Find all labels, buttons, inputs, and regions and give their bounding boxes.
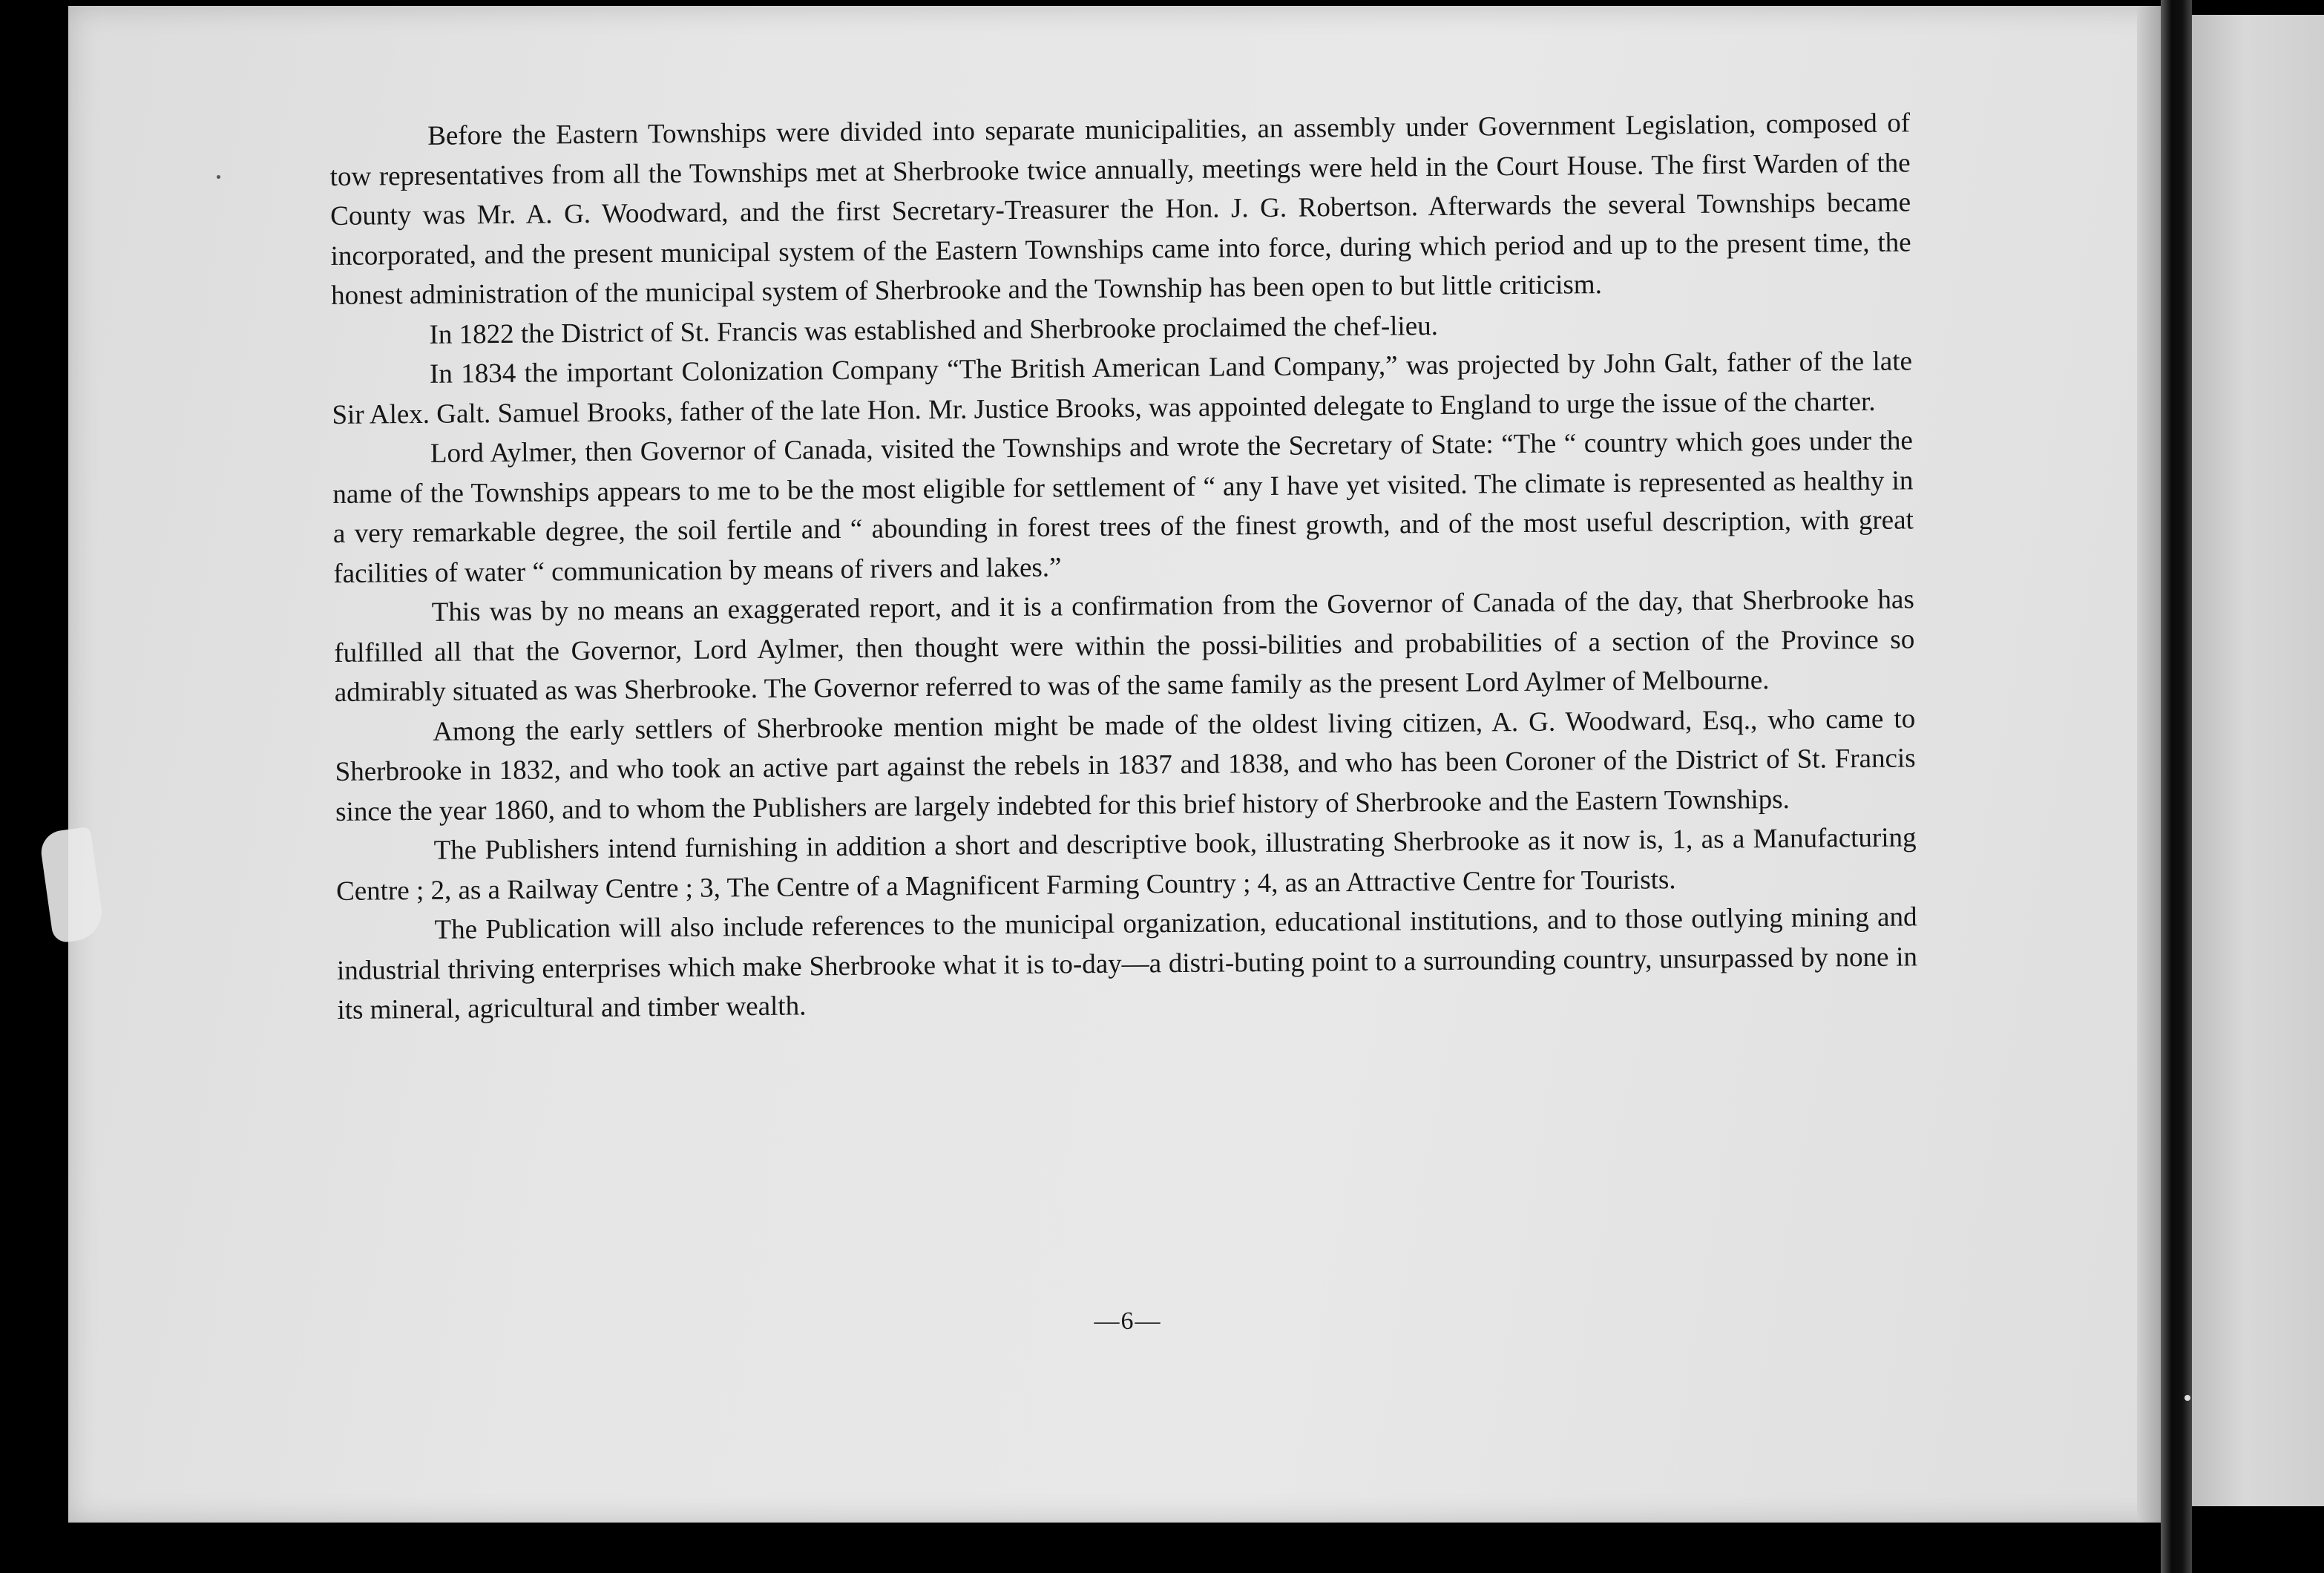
- paragraph-lord-aylmer-quote: Lord Aylmer, then Governor of Canada, visited the Townships and wrote the Secretary of State: “The “ country which goes under the name of the Townships appears to me to be the most eligible for settlement of “ any I have yet visited. The climate is represented as healthy in a very remarkable degree, the soil fertile and “ abounding in forest trees of the finest growth, and of the most useful description, with great facilities of water “ communication by means of rivers and lakes.”: [332, 425, 1914, 589]
- body-text: [329, 103, 1918, 1030]
- paragraph-municipal-history: Before the Eastern Townships were divided into separate municipalities, an assembly under Government Legislation, composed of tow representatives from all the Townships met at Sherbrooke twice annually, meetings were held in the Court House. The first Warden of the County was Mr. A. G. Woodward, and the first Secretary-Treasurer the Hon. J. G. Robertson. Afterwards the several Townships became incorporated, and the present municipal system of the Eastern Townships came into force, during which period and up to the present time, the honest administration of the municipal system of Sherbrooke and the Township has been open to but little criticism.: [329, 108, 1911, 311]
- paragraph-land-company-1834: In 1834 the important Colonization Company “The British American Land Company,” was projected by John Galt, father of the late Sir Alex. Galt. Samuel Brooks, father of the late Hon. Mr. Justice Brooks, was appointed delegate to England to urge the issue of the charter.: [332, 346, 1913, 430]
- paragraph-district-1822: In 1822 the District of St. Francis was established and Sherbrooke proclaimed the chef-lieu.: [429, 310, 1439, 350]
- paragraph-publishers-intent: The Publishers intend furnishing in addition a short and descriptive book, illustrating Sherbrooke as it now is, 1, as a Manufacturing Centre ; 2, as a Railway Centre ; 3, The Centre of a Magnificent Farming Country ; 4, as an Attractive Centre for Tourists.: [335, 822, 1917, 907]
- paragraph-publication-scope: The Publication will also include references to the municipal organization, educational institutions, and to those outlying mining and industrial thriving enterprises which make Sherbrooke what it is to-day—a distri-buting point to a surrounding country, unsurpassed by none in its mineral, agricultural and timber wealth.: [336, 902, 1918, 1025]
- book-spine: [2161, 0, 2192, 1573]
- facing-page-edge: [2192, 15, 2324, 1506]
- paragraph-confirmation: This was by no means an exaggerated report, and it is a confirmation from the Governor of Canada of the day, that Sherbrooke has fulfilled all that the Governor, Lord Aylmer, then thought were within the possi-bilities and probabilities of a section of the Province so admirably situated as was Sherbrooke. The Governor referred to was of the same family as the present Lord Aylmer of Melbourne.: [334, 584, 1915, 708]
- dust-speck: [217, 175, 220, 179]
- dust-speck: [2185, 1395, 2190, 1401]
- paragraph-early-settlers: Among the early settlers of Sherbrooke mention might be made of the oldest living citizen, A. G. Woodward, Esq., who came to Sherbrooke in 1832, and who took an active part against the rebels in 1837 and 1838, and who has been Coroner of the District of St. Francis since the year 1860, and to whom the Publishers are largely indebted for this brief history of Sherbrooke and the Eastern Townships.: [335, 703, 1916, 827]
- page-number: —6—: [1094, 1307, 1162, 1335]
- page-gutter-shadow: [2137, 6, 2161, 1523]
